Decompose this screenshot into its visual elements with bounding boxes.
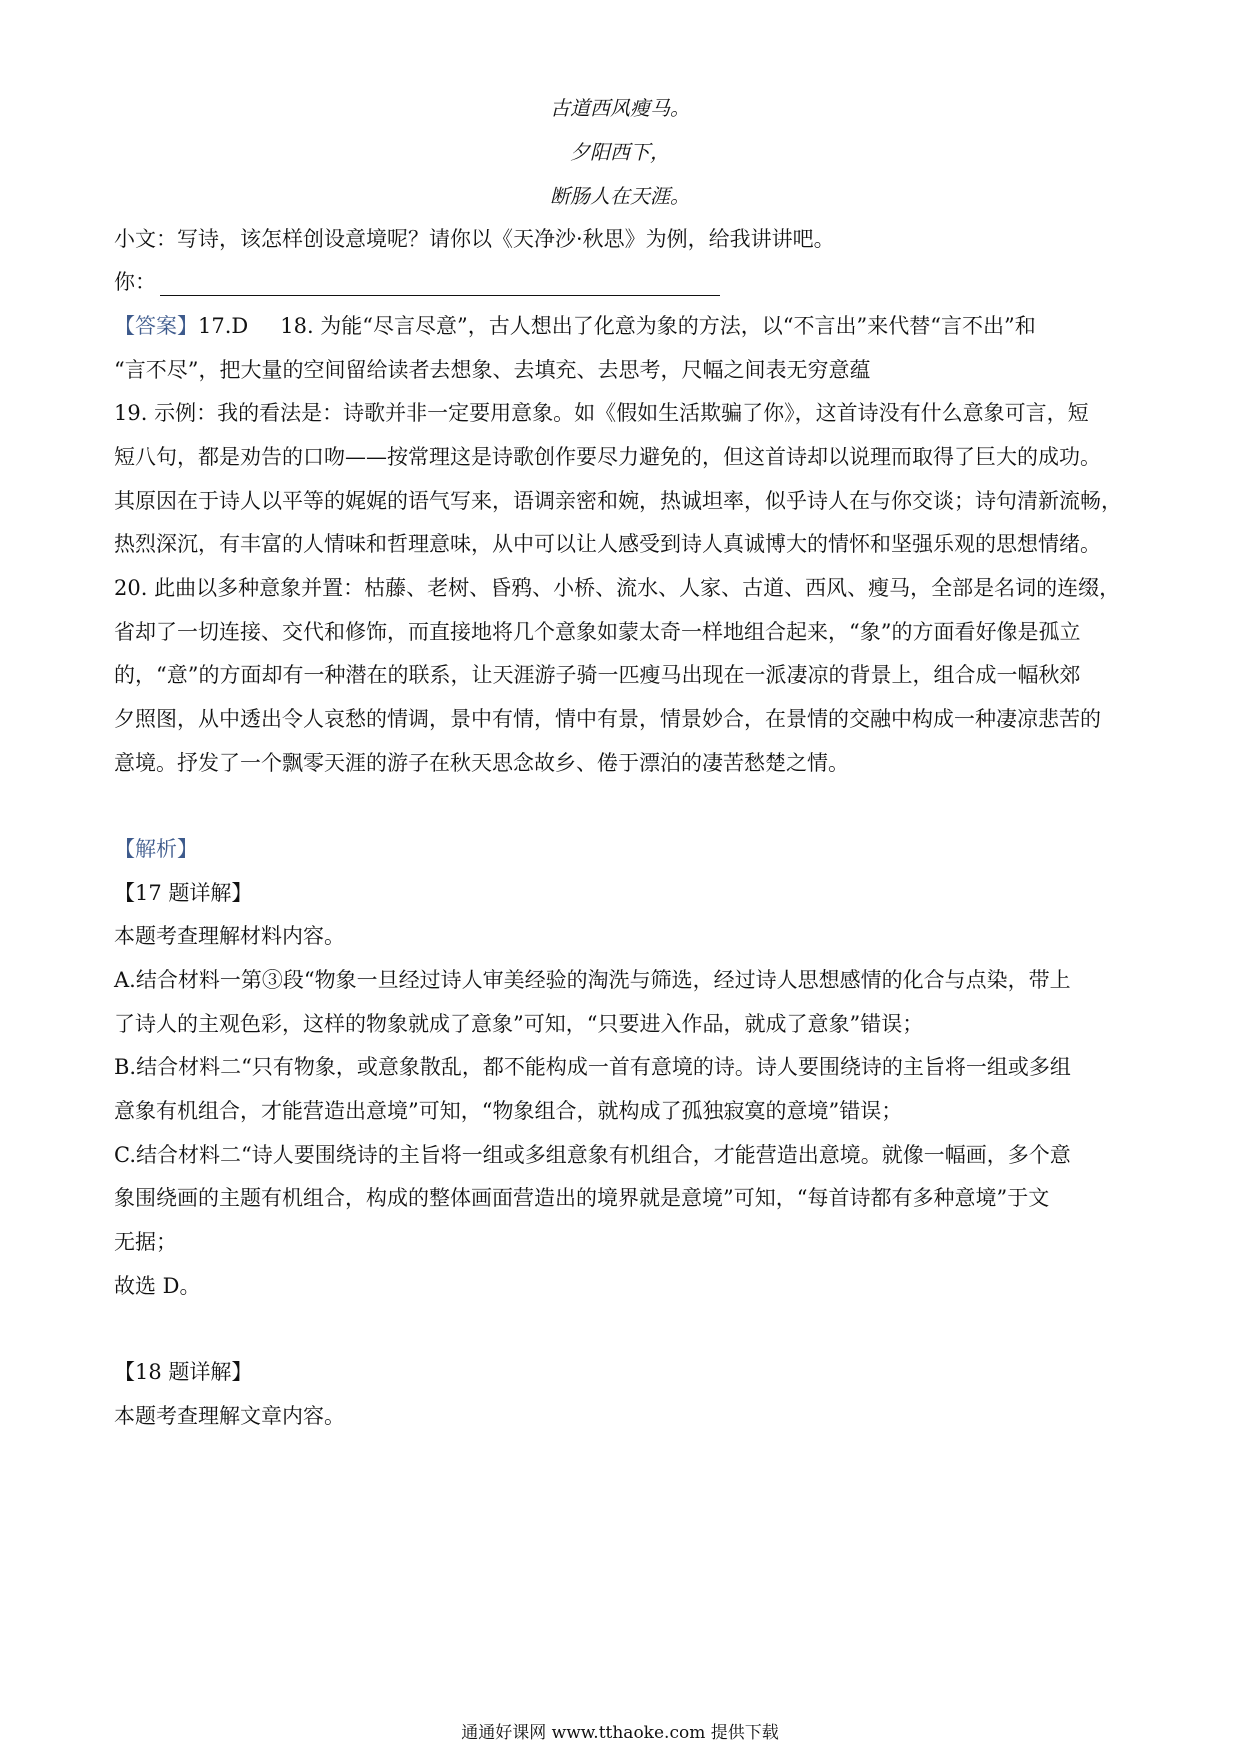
answer-q19-line-4: 热烈深沉，有丰富的人情味和哲理意味，从中可以让人感受到诗人真诚博大的情怀和坚强乐观的思想情绪。 xyxy=(114,532,1101,556)
q17-intro: 本题考查理解材料内容。 xyxy=(114,924,345,948)
q17-conclusion: 故选 D。 xyxy=(114,1274,201,1298)
answer-q20-line-2: 省却了一切连接、交代和修饰，而直接地将几个意象如蒙太奇一样地组合起来，“象”的方面看好像是孤立 xyxy=(114,620,1081,644)
analysis-tag: 【解析】 xyxy=(114,837,198,861)
q17-option-c-line-3: 无据； xyxy=(114,1230,177,1254)
question-prompt: 小文：写诗，该怎样创设意境呢？请你以《天净沙·秋思》为例，给我讲讲吧。 xyxy=(114,227,835,251)
q17-option-b-line-1: B.结合材料二“只有物象，或意象散乱，都不能构成一首有意境的诗。诗人要围绕诗的主旨将一组或多组 xyxy=(114,1055,1071,1079)
q17-option-c-line-1: C.结合材料二“诗人要围绕诗的主旨将一组或多组意象有机组合，才能营造出意境。就像一幅画，多个意 xyxy=(114,1143,1071,1167)
answer-q19-line-1: 19. 示例：我的看法是：诗歌并非一定要用意象。如《假如生活欺骗了你》，这首诗没有什么意象可言，短 xyxy=(114,401,1089,425)
answer-tag: 【答案】 xyxy=(114,314,198,338)
answer-q18-line-1: 18. 为能“尽言尽意”，古人想出了化意为象的方法，以“不言出”来代替“言不出”和 xyxy=(280,314,1036,338)
answer-q18-line-2: “言不尽”，把大量的空间留给读者去想象、去填充、去思考，尺幅之间表无穷意蕴 xyxy=(114,358,871,382)
q17-option-c-line-2: 象围绕画的主题有机组合，构成的整体画面营造出的境界就是意境”可知，“每首诗都有多种意境”于文 xyxy=(114,1186,1050,1210)
answer-q19-line-3: 其原因在于诗人以平等的娓娓的语气写来，语调亲密和婉，热诚坦率，似乎诗人在与你交谈；诗句清新流畅， xyxy=(114,489,1122,513)
poem-line-1: 古道西风瘦马。 xyxy=(550,96,690,120)
q17-option-b-line-2: 意象有机组合，才能营造出意境”可知，“物象组合，就构成了孤独寂寞的意境”错误； xyxy=(114,1099,903,1123)
answer-q17-q18-line-1 xyxy=(114,312,1036,340)
answer-blank-line xyxy=(160,273,720,296)
page-footer: 通通好课网 www.tthaoke.com 提供下载 xyxy=(461,1723,779,1743)
answer-q17: 17.D xyxy=(198,314,249,338)
answer-field-row xyxy=(114,268,720,296)
answer-q20-line-4: 夕照图，从中透出令人哀愁的情调，景中有情，情中有景，情景妙合，在景情的交融中构成一种凄凉悲苦的 xyxy=(114,707,1101,731)
q17-option-a-line-2: 了诗人的主观色彩，这样的物象就成了意象”可知，“只要进入作品，就成了意象”错误； xyxy=(114,1012,924,1036)
answer-label: 你： xyxy=(114,270,156,294)
answer-q20-line-3: 的，“意”的方面却有一种潜在的联系，让天涯游子骑一匹瘦马出现在一派凄凉的背景上，组合成一幅秋郊 xyxy=(114,663,1081,687)
poem-line-3: 断肠人在天涯。 xyxy=(550,184,690,208)
answer-q20-line-1: 20. 此曲以多种意象并置：枯藤、老树、昏鸦、小桥、流水、人家、古道、西风、瘦马，全部是名词的连缀， xyxy=(114,576,1121,600)
q17-heading: 【17 题详解】 xyxy=(114,881,253,905)
poem-line-2: 夕阳西下， xyxy=(570,140,670,164)
q18-intro: 本题考查理解文章内容。 xyxy=(114,1404,345,1428)
answer-q19-line-2: 短八句，都是劝告的口吻——按常理这是诗歌创作要尽力避免的，但这首诗却以说理而取得了巨大的成功。 xyxy=(114,445,1101,469)
q17-option-a-line-1: A.结合材料一第③段“物象一旦经过诗人审美经验的淘洗与筛选，经过诗人思想感情的化合与点染，带上 xyxy=(114,968,1071,992)
q18-heading: 【18 题详解】 xyxy=(114,1360,253,1384)
answer-q20-line-5: 意境。抒发了一个飘零天涯的游子在秋天思念故乡、倦于漂泊的凄苦愁楚之情。 xyxy=(114,751,849,775)
